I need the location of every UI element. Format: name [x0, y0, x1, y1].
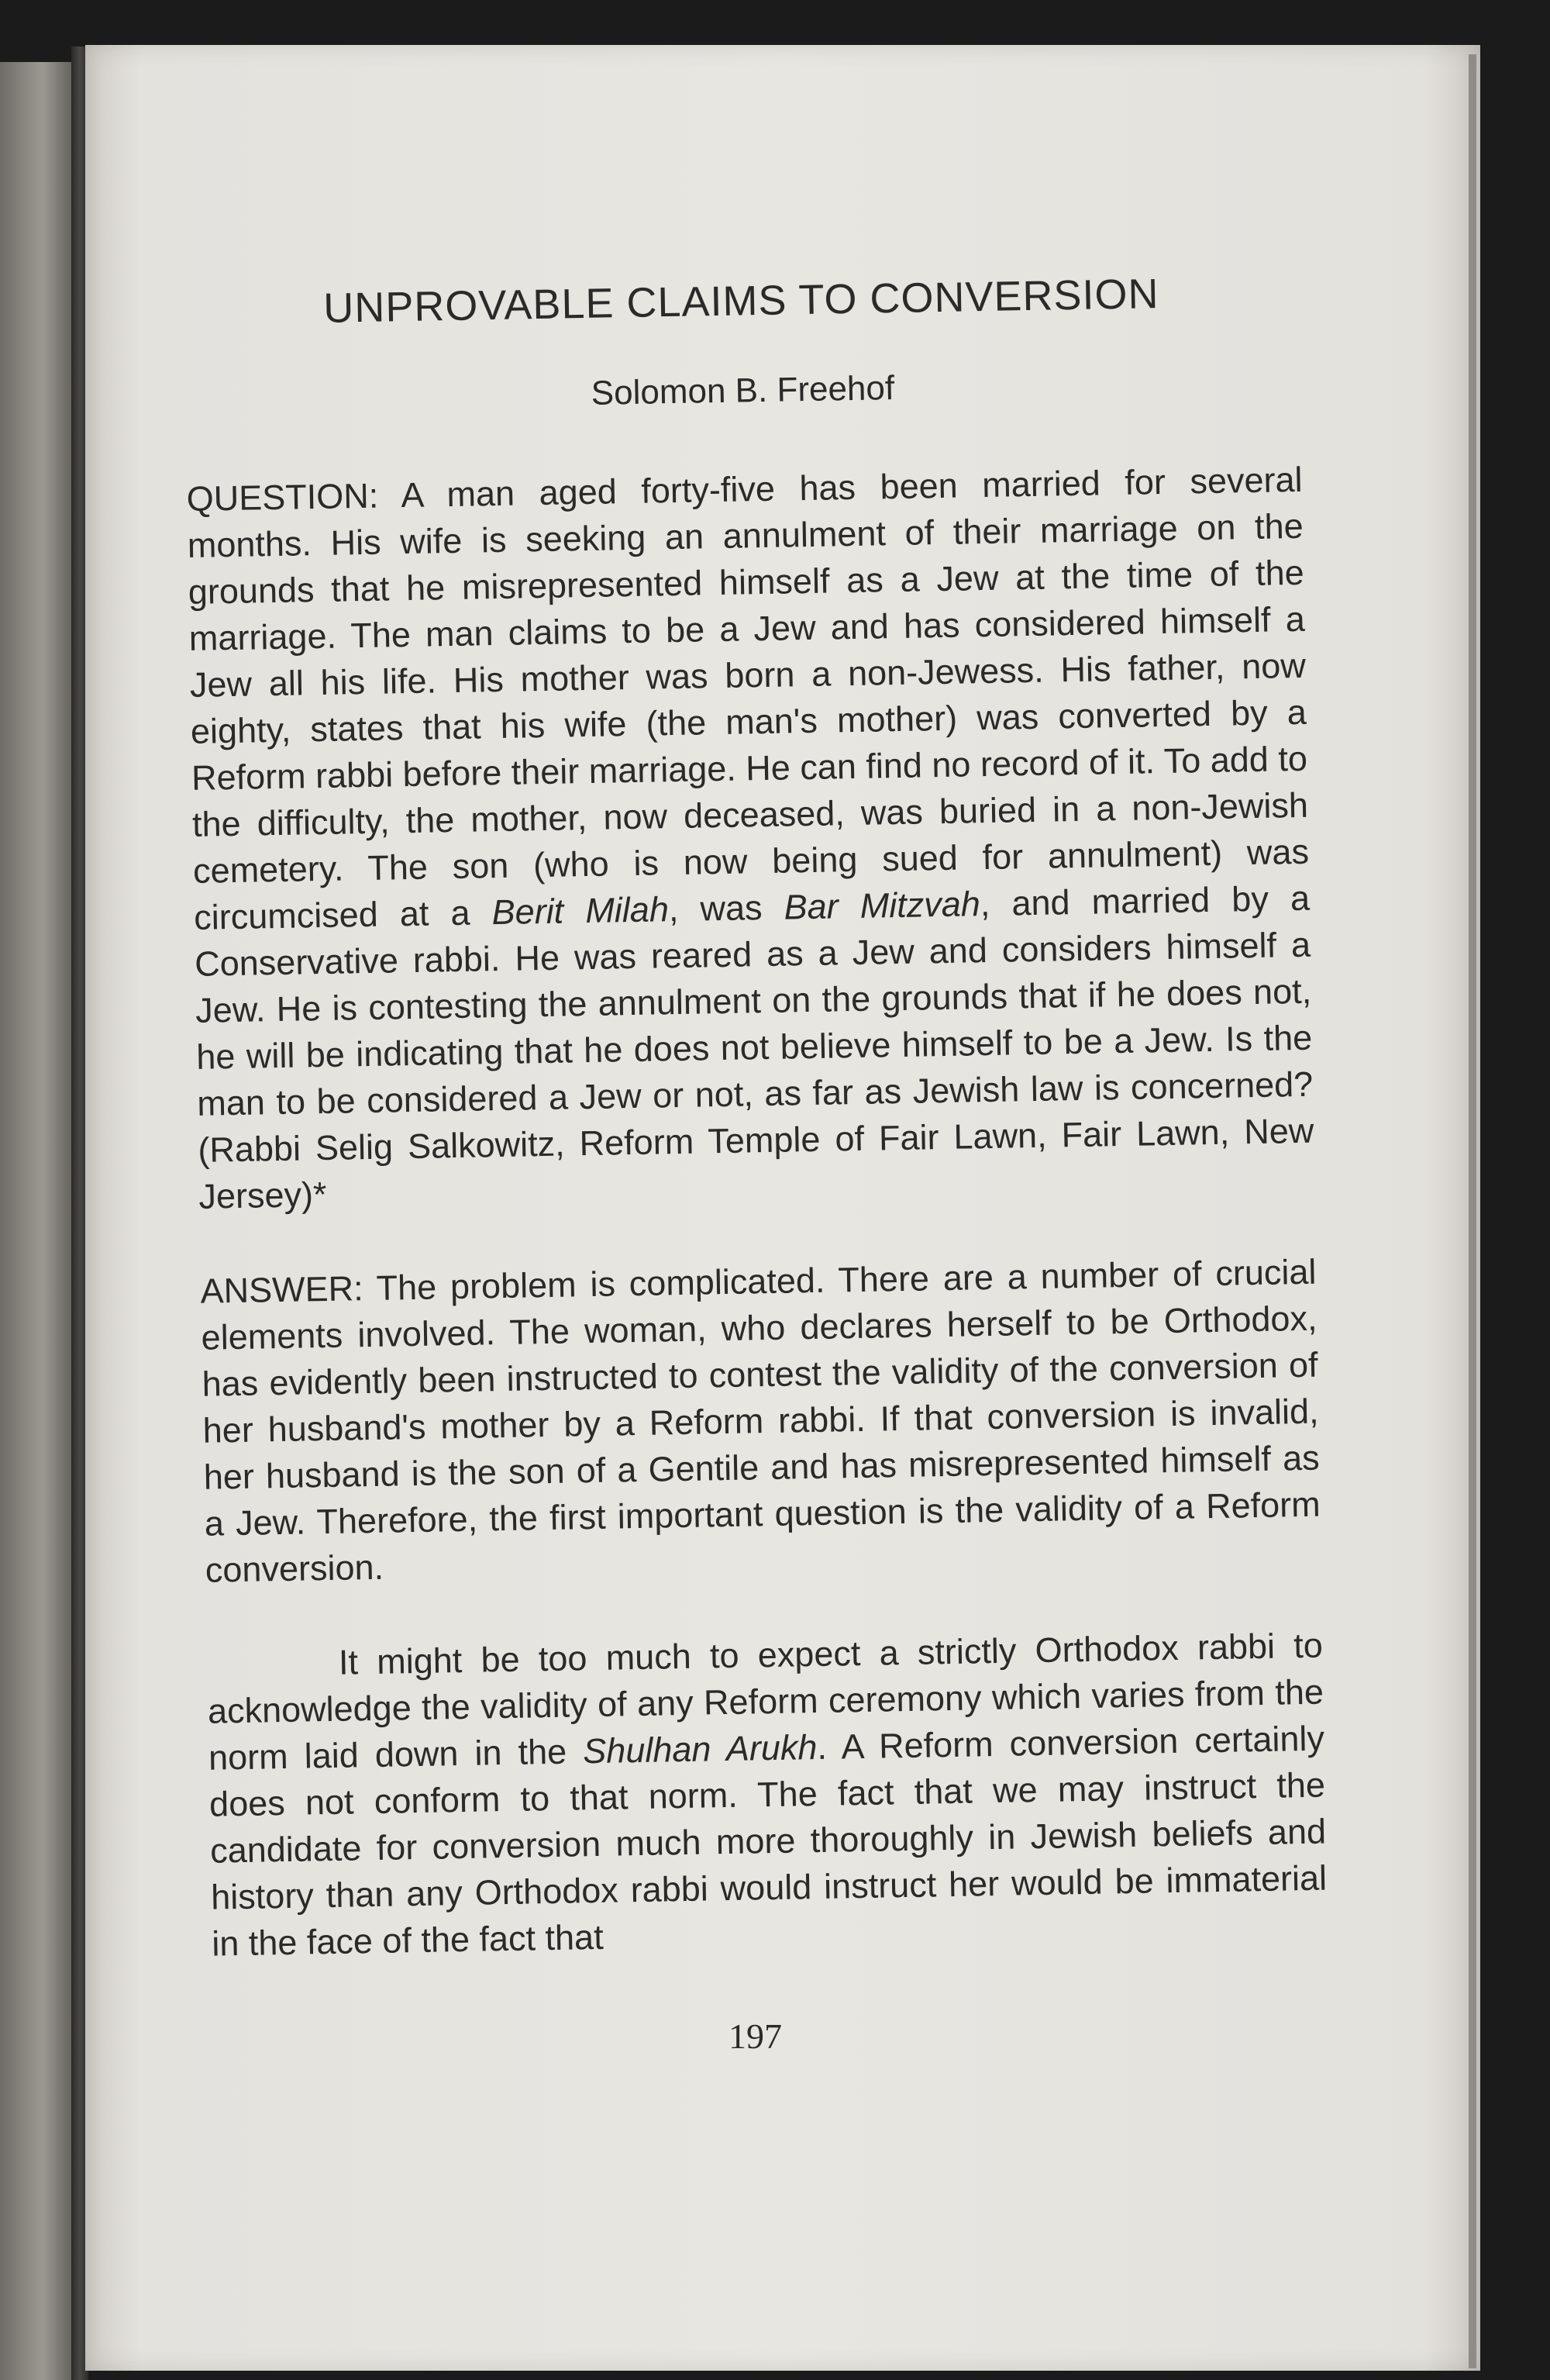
question-text-3: , and married by a Conservative rabbi. He was reared as a Jew and considers himself a Jew. He is contesting the annulment on the grounds that if he does not, he will be indicating that he does not believe himself to be a Jew. Is the man to be considered a Jew or not, as far as Jewish law is concerned? (Rabbi Selig Salkowitz, Reform Temple of Fair Lawn, Fair Lawn, New Jersey)* — [194, 878, 1314, 1216]
facing-page-edge — [0, 62, 78, 2380]
answer-paragraph — [200, 1249, 1321, 1594]
question-text-1: A man aged forty-five has been married for several months. His wife is seeking an annulment of their marriage on the grounds that he misrepresented himself as a Jew at the time of the marriage. The man claims to be a Jew and has considered himself a Jew all his life. His mother was born a non-Jewess. His father, now eighty, states that his wife (the man's mother) was converted by a Reform rabbi before their marriage. He can find no record of it. To add to the difficulty, the mother, now deceased, was buried in a non-Jewish cemetery. The son (who is now being sued for annulment) was circumcised at a — [187, 459, 1310, 937]
question-paragraph — [186, 457, 1315, 1220]
page-text-block — [183, 267, 1329, 2016]
question-label: QUESTION: — [186, 475, 379, 519]
term-berit-milah: Berit Milah — [491, 889, 670, 933]
term-shulhan-arukh: Shulhan Arukh — [582, 1727, 818, 1771]
answer-label: ANSWER: — [200, 1268, 364, 1311]
body-paragraph — [207, 1623, 1328, 1968]
paragraph-3-text-2: . A Reform conversion certainly does not conform to that norm. The fact that we may instruct the candidate for conversion much more thoroughly in Jewish beliefs and history than any Orthodox rabbi would instruct her would be immaterial in the face of the fact that — [208, 1718, 1328, 1964]
question-text-2: , was — [668, 887, 785, 930]
article-author: Solomon B. Freehof — [591, 369, 895, 412]
page-number: 197 — [728, 2016, 782, 2056]
answer-text: The problem is complicated. There are a number of crucial elements involved. The woman, who declares herself to be Orthodox, has evidently been instructed to contest the validity of the conversion of her husband's mother by a Reform rabbi. If that conversion is invalid, her husband is the son of a Gentile and has misrepresented himself as a Jew. Therefore, the first important question is the validity of a Reform conversion. — [201, 1251, 1321, 1590]
paragraph-3-text-1: It might be too much to expect a strictly Orthodox rabbi to acknowledge the validity of any Reform ceremony which varies from the norm laid down in the — [207, 1625, 1324, 1778]
article-title: UNPROVABLE CLAIMS TO CONVERSION — [322, 271, 1159, 332]
page-stack-edge — [1469, 54, 1476, 2368]
term-bar-mitzvah: Bar Mitzvah — [784, 884, 981, 927]
